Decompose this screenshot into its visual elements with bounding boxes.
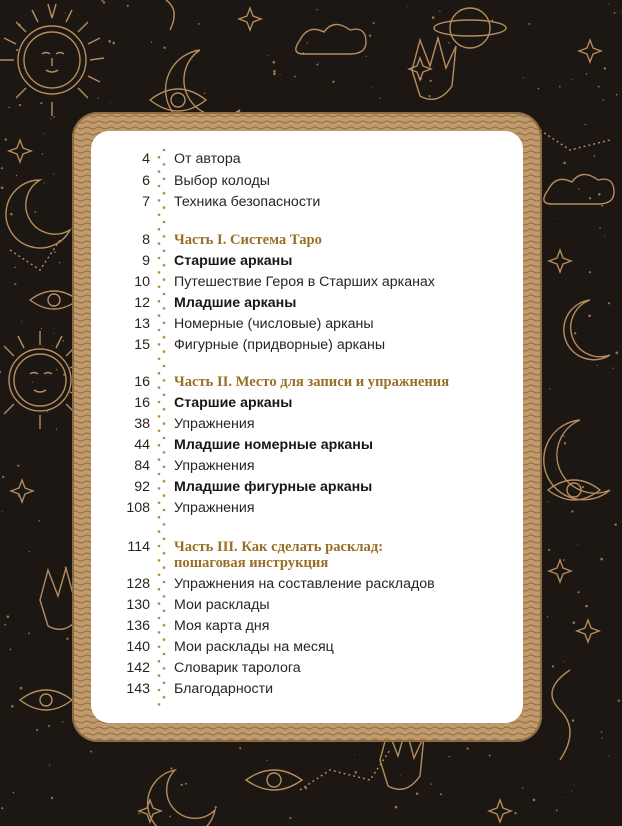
toc-page-number: 84 — [134, 458, 150, 474]
toc-title: Фигурные (придворные) арканы — [174, 337, 386, 353]
toc-page-number: 143 — [126, 681, 150, 697]
toc-page-number: 13 — [134, 316, 150, 332]
toc-page-number: 142 — [126, 660, 150, 676]
toc-title: Младшие номерные арканы — [174, 437, 373, 453]
toc-part-heading: Часть I. Система Таро — [174, 232, 322, 248]
toc-page-number: 16 — [134, 395, 150, 411]
toc-page-number: 9 — [142, 253, 150, 269]
toc-page-number: 6 — [142, 173, 150, 189]
toc-page-number: 130 — [126, 597, 150, 613]
toc-title: Старшие арканы — [174, 395, 293, 411]
toc-page-number: 7 — [142, 194, 150, 210]
toc-page-number: 16 — [134, 374, 150, 390]
toc-title: Мои расклады на месяц — [174, 639, 334, 655]
toc-page-number: 92 — [134, 479, 150, 495]
toc-page-number: 136 — [126, 618, 150, 634]
toc-page-number: 15 — [134, 337, 150, 353]
toc-page-number: 8 — [142, 232, 150, 248]
toc-title: Упражнения — [174, 416, 255, 432]
toc-part-heading: Часть II. Место для записи и упражнения — [174, 374, 450, 390]
toc-title: Упражнения — [174, 458, 255, 474]
toc-page-number: 10 — [134, 274, 150, 290]
toc-title: Моя карта дня — [174, 618, 270, 634]
toc-page-number: 38 — [134, 416, 150, 432]
toc-page-number: 12 — [134, 295, 150, 311]
toc-page-number: 108 — [126, 500, 150, 516]
toc-page-number: 44 — [134, 437, 150, 453]
toc-title: Младшие арканы — [174, 295, 297, 311]
toc-title: Словарик таролога — [174, 660, 301, 676]
toc-page-number: 4 — [142, 151, 150, 167]
toc-title: Благодарности — [174, 681, 274, 697]
toc-part-heading-line2: пошаговая инструкция — [174, 555, 329, 571]
toc-title: Мои расклады — [174, 597, 270, 613]
toc-title: Путешествие Героя в Старших арканах — [174, 274, 435, 290]
toc-page-number: 140 — [126, 639, 150, 655]
toc-title: Упражнения на составление раскладов — [174, 576, 435, 592]
toc-title: Младшие фигурные арканы — [174, 479, 373, 495]
toc-title: Выбор колоды — [174, 173, 270, 189]
toc-title: Упражнения — [174, 500, 255, 516]
toc-title: Техника безопасности — [174, 194, 321, 210]
toc-title: Номерные (числовые) арканы — [174, 316, 374, 332]
toc-part-heading: Часть III. Как сделать расклад: — [174, 539, 384, 555]
toc-page-number: 128 — [126, 576, 150, 592]
toc-page-number: 114 — [127, 539, 150, 555]
toc-title: Старшие арканы — [174, 253, 293, 269]
toc-title: От автора — [174, 151, 241, 167]
